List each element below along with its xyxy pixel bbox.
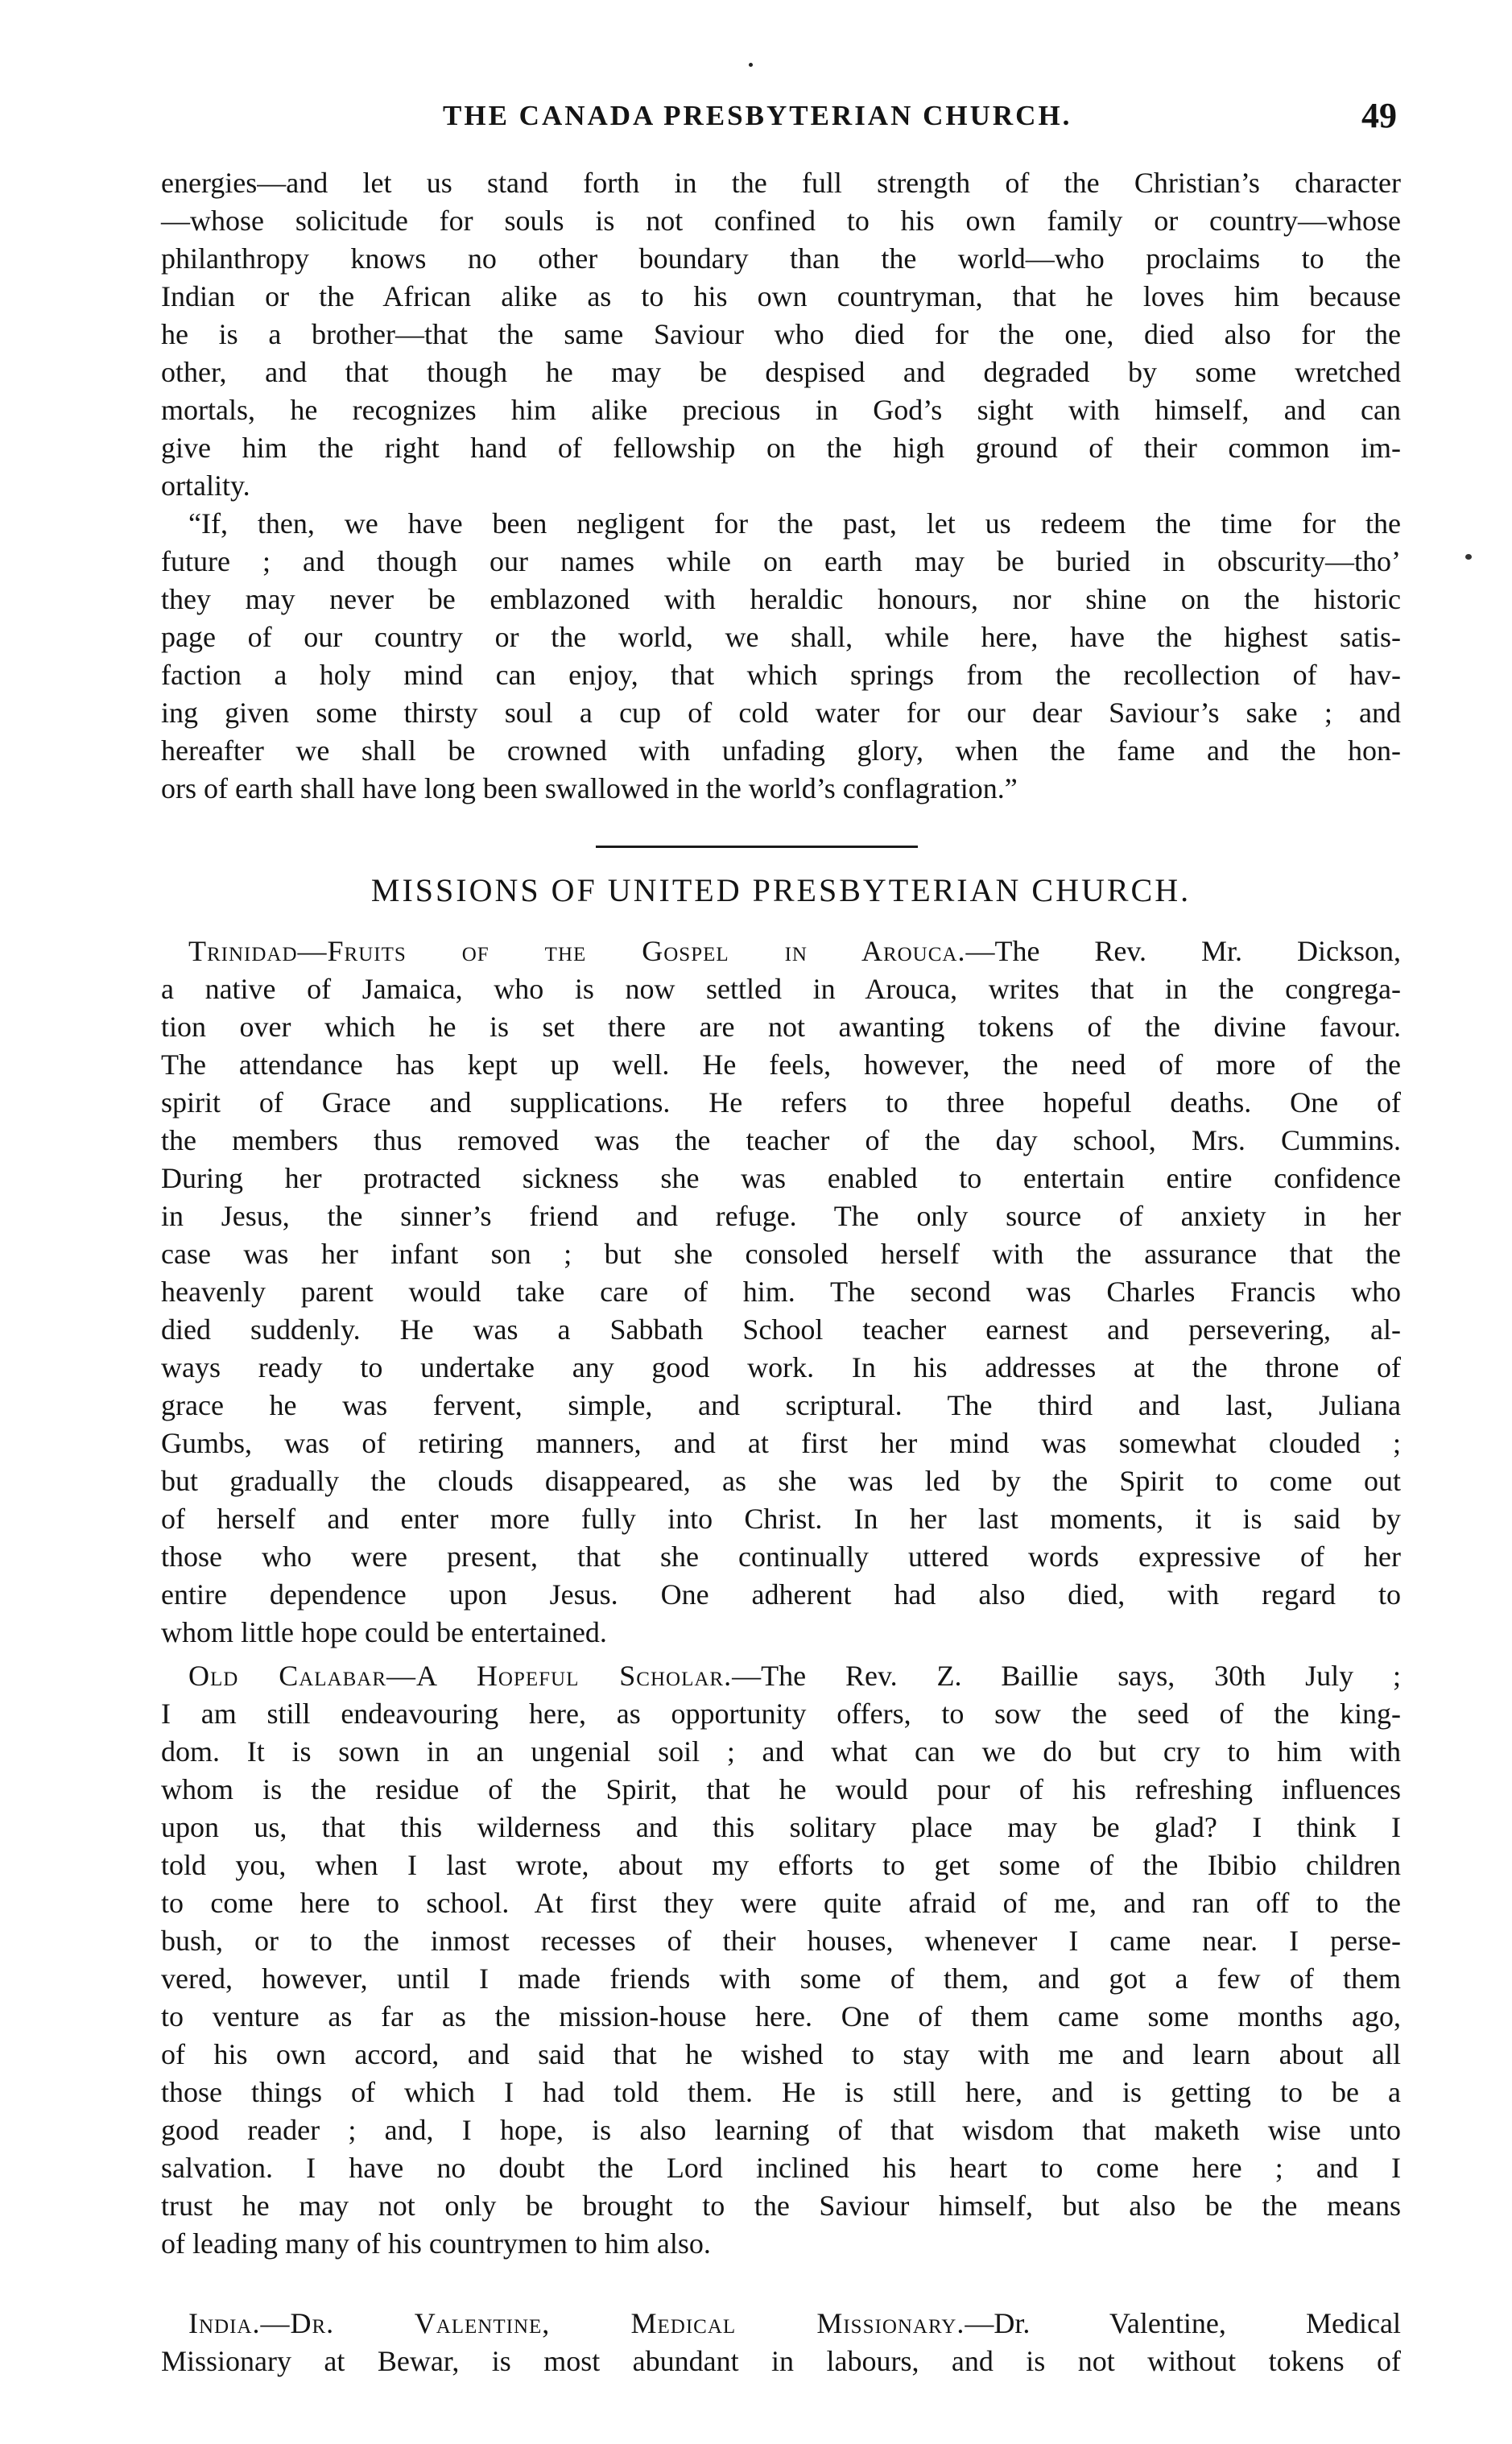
india-paragraph bbox=[161, 2305, 1401, 2380]
paragraph-first-line bbox=[161, 933, 1401, 970]
lead-continuation: —The Rev. Z. Baillie says, 30th July ; bbox=[732, 1660, 1401, 1692]
text-line: the members thus removed was the teacher of the day school, Mrs. Cummins. bbox=[161, 1124, 1401, 1156]
text-line: whom is the residue of the Spirit, that he would pour of his refreshing influences bbox=[161, 1773, 1401, 1805]
text-line: those who were present, that she continually uttered words expressive of her bbox=[161, 1540, 1401, 1573]
text-line: “If, then, we have been negligent for the past, let us redeem the time for the bbox=[188, 507, 1401, 540]
text-line: The attendance has kept up well. He feels, however, the need of more of the bbox=[161, 1048, 1401, 1081]
text-line: I am still endeavouring here, as opportunity offers, to sow the seed of the king- bbox=[161, 1698, 1401, 1730]
print-speck bbox=[749, 63, 753, 67]
text-line: of leading many of his countrymen to him also. bbox=[161, 2227, 711, 2260]
paragraph-lead: India.—Dr. Valentine, Medical Missionary. bbox=[188, 2307, 965, 2339]
text-line: spirit of Grace and supplications. He refers to three hopeful deaths. One of bbox=[161, 1086, 1401, 1119]
section-heading: MISSIONS OF UNITED PRESBYTERIAN CHURCH. bbox=[370, 872, 1192, 908]
text-line: tion over which he is set there are not awanting tokens of the divine favour. bbox=[161, 1011, 1401, 1043]
margin-mark bbox=[1465, 554, 1472, 560]
text-line: other, and that though he may be despised and degraded by some wretched bbox=[161, 356, 1401, 388]
text-line: ors of earth shall have long been swallowed in the world’s conflagration.” bbox=[161, 772, 1018, 804]
text-line: Indian or the African alike as to his own countryman, that he loves him because bbox=[161, 280, 1401, 312]
text-line: of herself and enter more fully into Christ. In her last moments, it is said by bbox=[161, 1503, 1401, 1535]
text-line: case was her infant son ; but she consoled herself with the assurance that the bbox=[161, 1238, 1401, 1270]
text-line: ways ready to undertake any good work. In his addresses at the throne of bbox=[161, 1351, 1401, 1383]
text-line: ortality. bbox=[161, 469, 250, 502]
text-line: mortals, he recognizes him alike precious in God’s sight with himself, and can bbox=[161, 394, 1401, 426]
paragraph-lead: Old Calabar—A Hopeful Scholar. bbox=[188, 1660, 733, 1692]
text-line: heavenly parent would take care of him. The second was Charles Francis who bbox=[161, 1276, 1401, 1308]
section-divider bbox=[596, 846, 918, 848]
text-line: those things of which I had told them. He is still here, and is getting to be a bbox=[161, 2076, 1401, 2108]
text-line: vered, however, until I made friends with some of them, and got a few of them bbox=[161, 1962, 1401, 1995]
calabar-paragraph bbox=[161, 1657, 1401, 2263]
text-line: Missionary at Bewar, is most abundant in labours, and is not without tokens of bbox=[161, 2345, 1401, 2377]
text-line: died suddenly. He was a Sabbath School teacher earnest and persevering, al- bbox=[161, 1313, 1401, 1346]
text-line: good reader ; and, I hope, is also learning of that wisdom that maketh wise unto bbox=[161, 2114, 1401, 2146]
paragraph-first-line bbox=[161, 1657, 1401, 1695]
text-line: give him the right hand of fellowship on the high ground of their common im- bbox=[161, 432, 1401, 464]
running-head: THE CANADA PRESBYTERIAN CHURCH. bbox=[443, 100, 1072, 131]
text-line: entire dependence upon Jesus. One adherent had also died, with regard to bbox=[161, 1578, 1401, 1611]
text-line: future ; and though our names while on earth may be buried in obscurity—tho’ bbox=[161, 545, 1401, 577]
text-line: ing given some thirsty soul a cup of cold water for our dear Saviour’s sake ; and bbox=[161, 697, 1401, 729]
lead-continuation: —The Rev. Mr. Dickson, bbox=[965, 935, 1401, 967]
text-line: hereafter we shall be crowned with unfading glory, when the fame and the hon- bbox=[161, 734, 1401, 767]
text-line: salvation. I have no doubt the Lord inclined his heart to come here ; and I bbox=[161, 2152, 1401, 2184]
text-line: faction a holy mind can enjoy, that which springs from the recollection of hav- bbox=[161, 659, 1401, 691]
text-line: a native of Jamaica, who is now settled in Arouca, writes that in the congrega- bbox=[161, 973, 1401, 1005]
text-line: in Jesus, the sinner’s friend and refuge. The only source of anxiety in her bbox=[161, 1200, 1401, 1232]
text-line: but gradually the clouds disappeared, as she was led by the Spirit to come out bbox=[161, 1465, 1401, 1497]
text-line: whom little hope could be entertained. bbox=[161, 1616, 607, 1648]
lead-continuation: —Dr. Valentine, Medical bbox=[965, 2307, 1401, 2339]
page-header bbox=[161, 95, 1401, 143]
paragraph-lead: Trinidad—Fruits of the Gospel in Arouca. bbox=[188, 935, 966, 967]
text-line: bush, or to the inmost recesses of their houses, whenever I came near. I perse- bbox=[161, 1925, 1401, 1957]
text-line: grace he was fervent, simple, and scriptural. The third and last, Juliana bbox=[161, 1389, 1401, 1421]
text-line: told you, when I last wrote, about my efforts to get some of the Ibibio children bbox=[161, 1849, 1401, 1881]
text-line: he is a brother—that the same Saviour who died for the one, died also for the bbox=[161, 318, 1401, 350]
continuation-paragraph bbox=[161, 164, 1401, 505]
text-line: During her protracted sickness she was enabled to entertain entire confidence bbox=[161, 1162, 1401, 1194]
text-line: to venture as far as the mission-house here. One of them came some months ago, bbox=[161, 2000, 1401, 2033]
paragraph-first-line bbox=[161, 2305, 1401, 2343]
text-line: page of our country or the world, we shall, while here, have the highest satis- bbox=[161, 621, 1401, 653]
page-number: 49 bbox=[1361, 96, 1397, 135]
text-line: of his own accord, and said that he wished to stay with me and learn about all bbox=[161, 2038, 1401, 2070]
text-line: Gumbs, was of retiring manners, and at first her mind was somewhat clouded ; bbox=[161, 1427, 1401, 1459]
text-line: to come here to school. At first they were quite afraid of me, and ran off to the bbox=[161, 1887, 1401, 1919]
text-line: energies—and let us stand forth in the full strength of the Christian’s character bbox=[161, 167, 1401, 199]
trinidad-paragraph bbox=[161, 933, 1401, 1652]
text-line: trust he may not only be brought to the Saviour himself, but also be the means bbox=[161, 2190, 1401, 2222]
text-line: they may never be emblazoned with heraldic honours, nor shine on the historic bbox=[161, 583, 1401, 615]
text-line: dom. It is sown in an ungenial soil ; and what can we do but cry to him with bbox=[161, 1735, 1401, 1768]
text-line: upon us, that this wilderness and this solitary place may be glad? I think I bbox=[161, 1811, 1401, 1843]
quote-paragraph bbox=[161, 505, 1401, 808]
text-line: philanthropy knows no other boundary than the world—who proclaims to the bbox=[161, 242, 1401, 275]
text-line: —whose solicitude for souls is not confined to his own family or country—whose bbox=[161, 205, 1401, 237]
